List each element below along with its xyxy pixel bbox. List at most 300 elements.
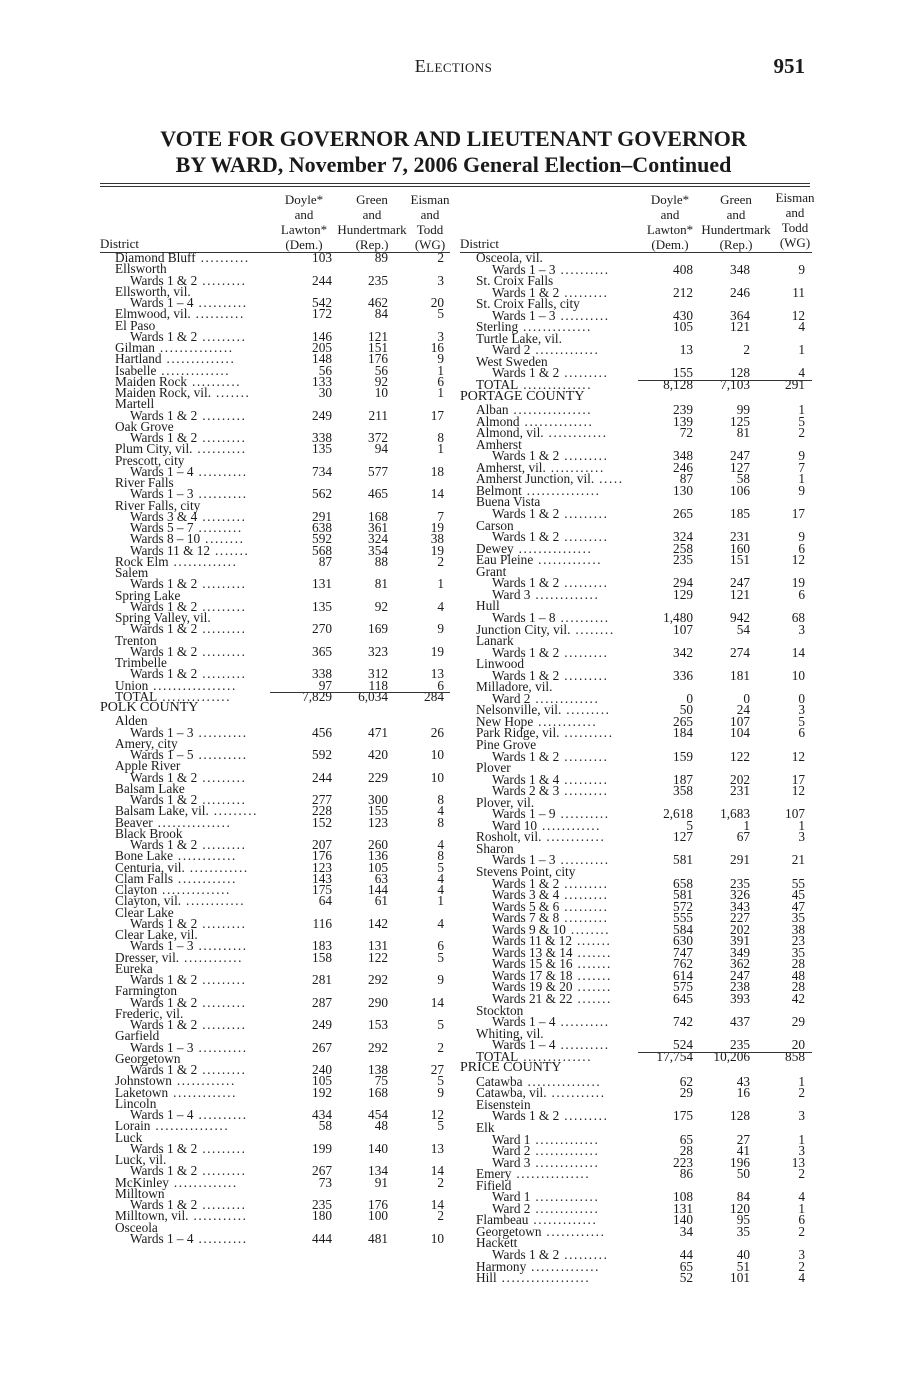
ward-label: Ward 2 ............. [492, 1200, 600, 1216]
vote-doyle: 365 [312, 643, 332, 659]
vote-green: 238 [730, 979, 750, 995]
vote-doyle: 116 [312, 915, 332, 931]
vote-doyle: 135 [312, 598, 332, 614]
ward-label: Wards 19 & 20 ....... [492, 979, 612, 995]
vote-doyle: 131 [312, 576, 332, 592]
vote-doyle: 575 [673, 979, 693, 995]
district-name: Frederic, vil. [115, 1005, 184, 1021]
vote-eisman: 5 [798, 713, 805, 729]
leader-dots: ............. [530, 1189, 600, 1205]
ward-label: Ward 3 ............. [492, 1154, 600, 1170]
leader-dots: ......... [197, 430, 247, 445]
leader-dots: ......... [559, 529, 609, 545]
ward-label: Wards 1 & 2 ......... [492, 644, 609, 660]
district-name: Clayton, vil. ............ [115, 893, 246, 909]
vote-eisman: 6 [798, 1212, 805, 1228]
total-rule [270, 692, 450, 693]
ward-label: Wards 1 – 3 .......... [492, 261, 610, 277]
vote-eisman: 1 [798, 402, 805, 418]
ward-label: Wards 5 – 7 ......... [130, 520, 243, 535]
leader-dots: .......... [555, 1037, 610, 1053]
district-name: Nelsonville, vil. ......... [476, 702, 611, 718]
vote-green: 131 [368, 938, 388, 954]
vote-green: 99 [736, 402, 750, 418]
district-name: Laketown ............. [115, 1084, 238, 1100]
vote-doyle: 246 [673, 459, 693, 475]
leader-dots: ......... [559, 448, 609, 464]
vote-eisman: 2 [798, 1085, 805, 1101]
vote-doyle: 184 [673, 725, 693, 741]
leader-dots: ......... [197, 508, 247, 524]
vote-doyle: 129 [673, 586, 693, 602]
vote-green: 349 [730, 944, 750, 960]
district-name: Johnstown ............ [115, 1073, 236, 1089]
district-name: St. Croix Falls, city [476, 296, 580, 312]
ward-label: Wards 1 & 2 ......... [130, 769, 247, 785]
vote-doyle: 630 [673, 933, 693, 949]
district-name: Osceola, vil. [476, 250, 543, 265]
vote-doyle: 176 [312, 848, 332, 864]
district-name: Beaver ............... [115, 814, 232, 830]
vote-green: 465 [368, 486, 388, 502]
ward-label: Wards 1 & 2 ......... [492, 748, 609, 764]
vote-doyle: 199 [312, 1140, 332, 1156]
vote-green: 247 [730, 448, 750, 464]
ward-label: Wards 1 & 2 ......... [130, 837, 247, 852]
vote-eisman: 6 [798, 586, 805, 602]
vote-eisman: 5 [437, 949, 444, 965]
ward-label: Wards 1 & 2 ......... [492, 284, 609, 300]
col-header-district: District [100, 236, 139, 251]
vote-eisman: 1 [437, 362, 444, 378]
ward-label: Wards 1 & 2 ......... [130, 328, 247, 344]
title-line-1: VOTE FOR GOVERNOR AND LIEUTENANT GOVERNOR [160, 126, 747, 151]
vote-eisman: 5 [437, 306, 444, 322]
vote-eisman: 4 [437, 882, 444, 897]
vote-doyle: 524 [673, 1037, 693, 1053]
vote-doyle: 155 [673, 365, 693, 381]
vote-eisman: 21 [791, 852, 805, 868]
district-name: Milltown [115, 1185, 165, 1201]
district-name: Gilman ............... [115, 340, 234, 355]
leader-dots: ......... [559, 284, 609, 300]
vote-eisman: 11 [792, 284, 805, 300]
vote-green: 181 [730, 667, 750, 683]
district-name: River Falls [115, 475, 174, 490]
ward-label: Wards 1 & 2 ......... [492, 1247, 609, 1263]
district-name: Rock Elm ............. [115, 553, 238, 569]
district-name: TOTAL .............. [476, 1048, 593, 1064]
vote-eisman: 8 [437, 814, 444, 830]
vote-eisman: 19 [791, 575, 805, 591]
district-name: Trimbelle [115, 655, 167, 670]
vote-doyle: 249 [312, 1017, 332, 1032]
vote-doyle: 742 [673, 1014, 693, 1030]
district-name: West Sweden [476, 353, 548, 369]
vote-doyle: 135 [312, 441, 332, 457]
vote-doyle: 13 [679, 342, 693, 358]
leader-dots: ....... [572, 967, 612, 983]
vote-eisman: 2 [437, 1039, 444, 1055]
district-name: Balsam Lake, vil. ......... [115, 803, 259, 819]
district-name: Dewey ............... [476, 540, 593, 556]
district-name: Clear Lake [115, 904, 174, 920]
leader-dots: ............ [171, 1073, 236, 1089]
district-name: Rosholt, vil. ............ [476, 829, 606, 845]
vote-doyle: 338 [312, 666, 332, 682]
ward-label: Wards 1 & 2 ......... [492, 506, 609, 522]
ward-label: Ward 10 ............ [492, 817, 602, 833]
ward-label: Wards 7 & 8 ......... [492, 910, 609, 926]
vote-green: 274 [730, 644, 750, 660]
vote-green: 176 [368, 1197, 388, 1212]
vote-eisman: 7 [437, 508, 444, 524]
vote-green: 942 [730, 609, 750, 625]
vote-green: 326 [730, 887, 750, 903]
vote-doyle: 336 [673, 667, 693, 683]
district-name: Amherst [476, 436, 522, 452]
leader-dots: ........ [570, 621, 615, 637]
vote-doyle: 270 [312, 621, 332, 637]
ward-label: Wards 1 – 4 .......... [130, 1230, 248, 1246]
district-name: TOTAL .............. [476, 377, 593, 393]
district-name: Catawba ............... [476, 1073, 602, 1089]
vote-doyle: 265 [673, 713, 693, 729]
leader-dots: ......... [197, 643, 247, 659]
vote-eisman: 4 [798, 365, 805, 381]
district-name: Junction City, vil. ........ [476, 621, 615, 637]
vote-doyle: 572 [673, 898, 693, 914]
vote-eisman: 12 [791, 748, 805, 764]
vote-eisman: 17 [791, 771, 805, 787]
district-name: Amherst, vil. ........... [476, 459, 605, 475]
district-name: Martell [115, 396, 155, 412]
district-name: Amery, city [115, 735, 178, 751]
vote-doyle: 223 [673, 1154, 693, 1170]
leader-dots: ............... [150, 1118, 230, 1134]
vote-eisman: 4 [798, 319, 805, 335]
leader-dots: ....... [572, 944, 612, 960]
leader-dots: ............... [152, 814, 232, 830]
leader-dots: ............. [168, 1084, 238, 1100]
vote-doyle: 105 [673, 319, 693, 335]
vote-doyle: 131 [673, 1200, 693, 1216]
vote-green: 91 [374, 1174, 388, 1190]
vote-eisman: 12 [430, 1107, 444, 1122]
vote-doyle: 568 [312, 542, 332, 558]
vote-eisman: 1 [798, 817, 805, 833]
leader-dots: ....... [572, 933, 612, 949]
vote-doyle: 105 [312, 1073, 332, 1089]
vote-doyle: 97 [318, 677, 332, 693]
vote-eisman: 38 [791, 921, 805, 937]
leader-dots: ......... [197, 792, 247, 807]
vote-eisman: 4 [798, 1270, 805, 1286]
vote-eisman: 18 [430, 463, 444, 479]
leader-dots: ......... [197, 1163, 247, 1179]
vote-doyle: 180 [312, 1208, 332, 1224]
vote-eisman: 2 [437, 553, 444, 569]
ward-label: Wards 1 & 2 ......... [130, 643, 247, 659]
vote-doyle: 72 [679, 425, 693, 441]
ward-label: Wards 1 – 3 .......... [130, 1039, 248, 1055]
leader-dots: .......... [555, 806, 610, 822]
vote-eisman: 4 [437, 837, 444, 852]
district-name: Pine Grove [476, 736, 537, 752]
vote-green: 324 [368, 531, 388, 547]
district-name: Prescott, city [115, 452, 185, 468]
vote-doyle: 87 [318, 553, 332, 569]
vote-eisman: 9 [437, 621, 444, 637]
left-column [100, 192, 450, 1244]
ward-label: Ward 1 ............. [492, 1131, 600, 1147]
table-row [460, 1272, 812, 1284]
leader-dots: .............. [518, 319, 592, 335]
ward-label: Wards 1 – 3 .......... [130, 724, 248, 740]
vote-green: 364 [730, 307, 750, 323]
vote-green: 121 [730, 319, 750, 335]
leader-dots: .......... [559, 725, 614, 741]
ward-label: Wards 1 – 4 .......... [492, 1037, 610, 1053]
section-title: Elections [414, 56, 493, 76]
leader-dots: ......... [197, 837, 247, 852]
district-name: Farmington [115, 983, 178, 999]
vote-eisman: 10 [430, 769, 444, 785]
vote-eisman: 35 [791, 944, 805, 960]
vote-doyle: 240 [312, 1062, 332, 1077]
vote-green: 202 [730, 921, 750, 937]
vote-green: 0 [743, 690, 750, 706]
vote-doyle: 235 [673, 552, 693, 568]
ward-label: Wards 1 & 2 ......... [130, 1163, 247, 1179]
vote-eisman: 14 [430, 486, 444, 502]
leader-dots: ............ [537, 817, 602, 833]
vote-green: 292 [368, 1039, 388, 1055]
ward-label: Wards 1 – 3 .......... [492, 852, 610, 868]
leader-dots: .......... [193, 1230, 248, 1246]
vote-doyle: 172 [312, 306, 332, 322]
vote-eisman: 5 [437, 1118, 444, 1134]
district-name: Whiting, vil. [476, 1025, 544, 1041]
vote-eisman: 20 [791, 1037, 805, 1053]
ward-label: Wards 1 & 2 ......... [492, 529, 609, 545]
leader-dots: .......... [193, 463, 248, 479]
district-name: Plum City, vil. .......... [115, 441, 247, 457]
vote-doyle: 127 [673, 829, 693, 845]
leader-dots: ............ [172, 848, 237, 864]
district-name: River Falls, city [115, 497, 201, 513]
vote-green: 142 [368, 915, 388, 931]
county-heading [100, 702, 450, 715]
district-name: Milladore, vil. [476, 679, 553, 695]
vote-green: 231 [730, 783, 750, 799]
leader-dots: ....... [572, 979, 612, 995]
leader-dots: ....... [211, 385, 251, 400]
vote-green: 41 [736, 1143, 750, 1159]
vote-green: 107 [730, 713, 750, 729]
district-name: Elmwood, vil. .......... [115, 306, 245, 322]
district-name: Oak Grove [115, 418, 174, 434]
vote-green: 343 [730, 898, 750, 914]
vote-eisman: 3 [798, 702, 805, 718]
vote-green: 67 [736, 829, 750, 845]
vote-green: 128 [730, 1108, 750, 1124]
vote-eisman: 19 [430, 520, 444, 535]
vote-eisman: 1 [437, 385, 444, 400]
district-name: Stevens Point, city [476, 863, 576, 879]
vote-eisman: 4 [437, 870, 444, 886]
leader-dots: ......... [197, 1062, 247, 1077]
vote-green: 35 [736, 1223, 750, 1239]
ward-label: Wards 13 & 14 ....... [492, 944, 612, 960]
vote-green: 81 [736, 425, 750, 441]
ward-label: Wards 1 – 4 .......... [130, 1107, 248, 1122]
vote-eisman: 2 [437, 1174, 444, 1190]
vote-eisman: 2 [798, 1258, 805, 1274]
vote-doyle: 87 [679, 471, 693, 487]
vote-doyle: 139 [673, 413, 693, 429]
vote-doyle: 73 [318, 1174, 332, 1190]
leader-dots: ......... [559, 644, 609, 660]
vote-green: 88 [374, 553, 388, 569]
district-name: Catawba, vil. ........... [476, 1085, 606, 1101]
district-name: Garfield [115, 1028, 160, 1044]
vote-eisman: 2 [437, 250, 444, 265]
vote-green: 10 [374, 385, 388, 400]
district-name: Hackett [476, 1235, 518, 1251]
leader-dots: ......... [197, 621, 247, 637]
ward-label: Wards 1 & 2 ......... [130, 576, 247, 592]
vote-green: 127 [730, 459, 750, 475]
vote-green: 247 [730, 575, 750, 591]
running-head [0, 56, 907, 80]
leader-dots: ............ [541, 829, 606, 845]
ward-label: Wards 1 & 2 ......... [492, 448, 609, 464]
district-name: Sharon [476, 840, 514, 856]
vote-eisman: 107 [785, 806, 805, 822]
leader-dots: ................ [508, 402, 593, 418]
vote-green: 160 [730, 540, 750, 556]
leader-dots: ......... [197, 407, 247, 423]
ward-label: Wards 21 & 22 ....... [492, 991, 612, 1006]
leader-dots: .......... [555, 307, 610, 323]
vote-eisman: 9 [798, 261, 805, 277]
vote-eisman: 6 [437, 373, 444, 389]
district-name: Luck, vil. [115, 1152, 167, 1167]
col-header-eisman: Eisman and Todd (WG) [775, 190, 815, 250]
vote-green: 6,034 [358, 688, 388, 704]
vote-green: 246 [730, 284, 750, 300]
leader-dots: ............. [530, 690, 600, 706]
vote-eisman: 1 [798, 342, 805, 358]
vote-eisman: 2 [798, 1166, 805, 1182]
table-row [460, 1110, 812, 1122]
vote-doyle: 0 [686, 690, 693, 706]
vote-green: 153 [368, 1017, 388, 1032]
vote-green: 437 [730, 1014, 750, 1030]
district-name: Buena Vista [476, 494, 541, 510]
leader-dots: ......... [559, 1108, 609, 1124]
district-name: Lincoln [115, 1095, 157, 1111]
vote-doyle: 581 [673, 887, 693, 903]
district-name: Lorain ............... [115, 1118, 230, 1134]
vote-doyle: 44 [679, 1247, 693, 1263]
vote-doyle: 148 [312, 351, 332, 367]
district-name: New Hope ............ [476, 713, 598, 729]
vote-eisman: 2 [798, 425, 805, 441]
vote-green: 312 [368, 666, 388, 682]
vote-green: 290 [368, 994, 388, 1010]
vote-green: 235 [368, 272, 388, 288]
ward-label: Wards 8 – 10 ........ [130, 531, 245, 547]
vote-green: 16 [736, 1085, 750, 1101]
vote-doyle: 249 [312, 407, 332, 423]
vote-green: 169 [368, 621, 388, 637]
leader-dots: .......... [555, 1014, 610, 1030]
vote-eisman: 5 [798, 413, 805, 429]
ward-label: Wards 1 – 4 .......... [130, 295, 248, 310]
vote-green: 122 [730, 748, 750, 764]
vote-eisman: 3 [798, 1108, 805, 1124]
leader-dots: .......... [555, 852, 610, 868]
vote-eisman: 2 [437, 1208, 444, 1224]
vote-doyle: 28 [679, 1143, 693, 1159]
vote-doyle: 358 [673, 783, 693, 799]
leader-dots: ............. [530, 1154, 600, 1170]
vote-eisman: 1 [798, 471, 805, 487]
vote-doyle: 187 [673, 771, 693, 787]
vote-doyle: 65 [679, 1131, 693, 1147]
vote-green: 75 [374, 1073, 388, 1089]
vote-eisman: 284 [424, 688, 444, 704]
vote-eisman: 17 [791, 506, 805, 522]
vote-green: 121 [730, 586, 750, 602]
left-rows [100, 252, 450, 1244]
vote-doyle: 140 [673, 1212, 693, 1228]
vote-eisman: 0 [798, 690, 805, 706]
vote-doyle: 108 [673, 1189, 693, 1205]
leader-dots: .......... [193, 747, 248, 762]
vote-green: 1,683 [720, 806, 750, 822]
vote-eisman: 5 [437, 859, 444, 875]
leader-dots: .......... [193, 1107, 248, 1122]
vote-doyle: 50 [679, 702, 693, 718]
leader-dots: ............... [521, 482, 601, 498]
leader-dots: ......... [559, 365, 609, 381]
leader-dots: ............. [533, 552, 603, 568]
vote-green: 48 [374, 1118, 388, 1134]
district-name: Flambeau ............. [476, 1212, 598, 1228]
leader-dots: ............ [541, 1223, 606, 1239]
district-name: Hull [476, 598, 500, 614]
vote-green: 168 [368, 1084, 388, 1100]
leader-dots: ............. [530, 586, 600, 602]
vote-eisman: 9 [798, 482, 805, 498]
vote-doyle: 265 [673, 506, 693, 522]
vote-doyle: 52 [679, 1270, 693, 1286]
leader-dots: .............. [157, 688, 232, 704]
leader-dots: ......... [559, 898, 609, 914]
ward-label: Wards 11 & 12 ....... [130, 542, 250, 558]
ward-label: Wards 17 & 18 ....... [492, 967, 612, 983]
vote-doyle: 747 [673, 944, 693, 960]
leader-dots: ......... [197, 328, 247, 344]
vote-eisman: 6 [798, 540, 805, 556]
district-name: Osceola [115, 1219, 158, 1235]
leader-dots: ............... [511, 1166, 591, 1182]
ward-label: Wards 1 & 2 ......... [492, 575, 609, 591]
vote-doyle: 212 [673, 284, 693, 300]
